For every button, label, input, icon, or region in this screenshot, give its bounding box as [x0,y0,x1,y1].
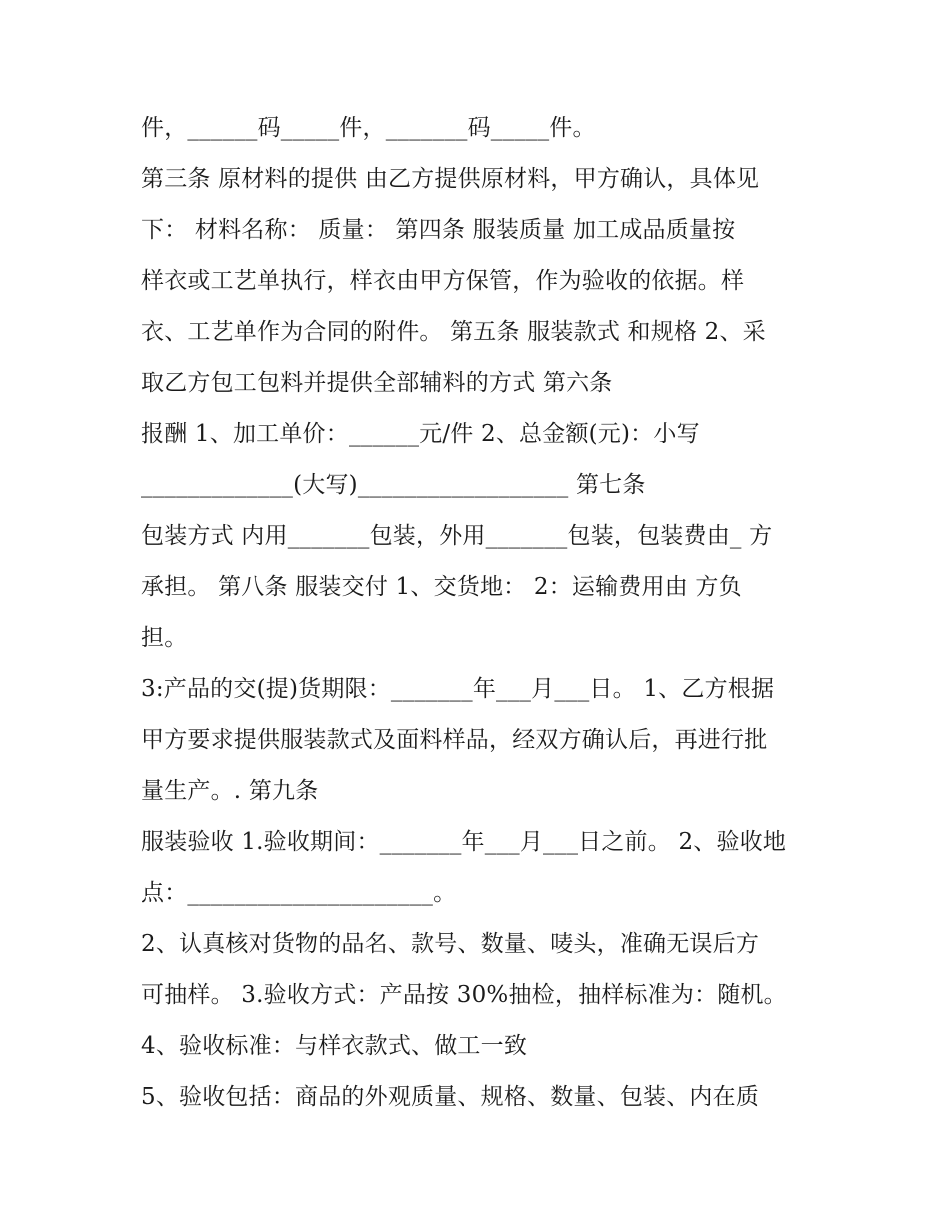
text-line: 可抽样。 3.验收方式：产品按 30%抽检，抽样标准为：随机。 [141,982,787,1008]
text-line: 件，______码_____件，_______码_____件。 [141,115,596,141]
text-line: 2、认真核对货物的品名、款号、数量、唛头，准确无误后方 [141,931,760,957]
text-line: 服装验收 1.验收期间：_______年___月___日之前。 2、验收地 [141,829,787,855]
text-line: 3:产品的交(提)货期限：_______年___月___日。 1、乙方根据 [141,676,775,702]
text-line: 5、验收包括：商品的外观质量、规格、数量、包装、内在质 [141,1084,760,1110]
text-line: _____________(大写)__________________ 第七条 [141,472,646,498]
text-line: 样衣或工艺单执行，样衣由甲方保管，作为验收的依据。样 [141,268,745,294]
text-line: 4、验收标准：与样衣款式、做工一致 [141,1033,528,1059]
text-line: 衣、工艺单作为合同的附件。 第五条 服装款式 和规格 2、采 [141,319,766,345]
text-line: 第三条 原材料的提供 由乙方提供原材料，甲方确认，具体见 [141,166,760,192]
text-line: 点：_____________________。 [141,880,457,906]
text-line: 取乙方包工包料并提供全部辅料的方式 第六条 [141,370,613,396]
text-line: 量生产。. 第九条 [141,778,319,804]
text-line: 包装方式 内用_______包装，外用_______包装，包装费由_ 方 [141,523,773,549]
text-line: 甲方要求提供服装款式及面料样品，经双方确认后，再进行批 [141,727,768,753]
document-body [141,103,821,1123]
text-line: 担。 [141,625,188,651]
text-line: 报酬 1、加工单价：______元/件 2、总金额(元)：小写 [141,421,700,447]
text-line: 承担。 第八条 服装交付 1、交货地： 2：运输费用由 方负 [141,574,742,600]
text-line: 下： 材料名称： 质量： 第四条 服装质量 加工成品质量按 [141,217,736,243]
